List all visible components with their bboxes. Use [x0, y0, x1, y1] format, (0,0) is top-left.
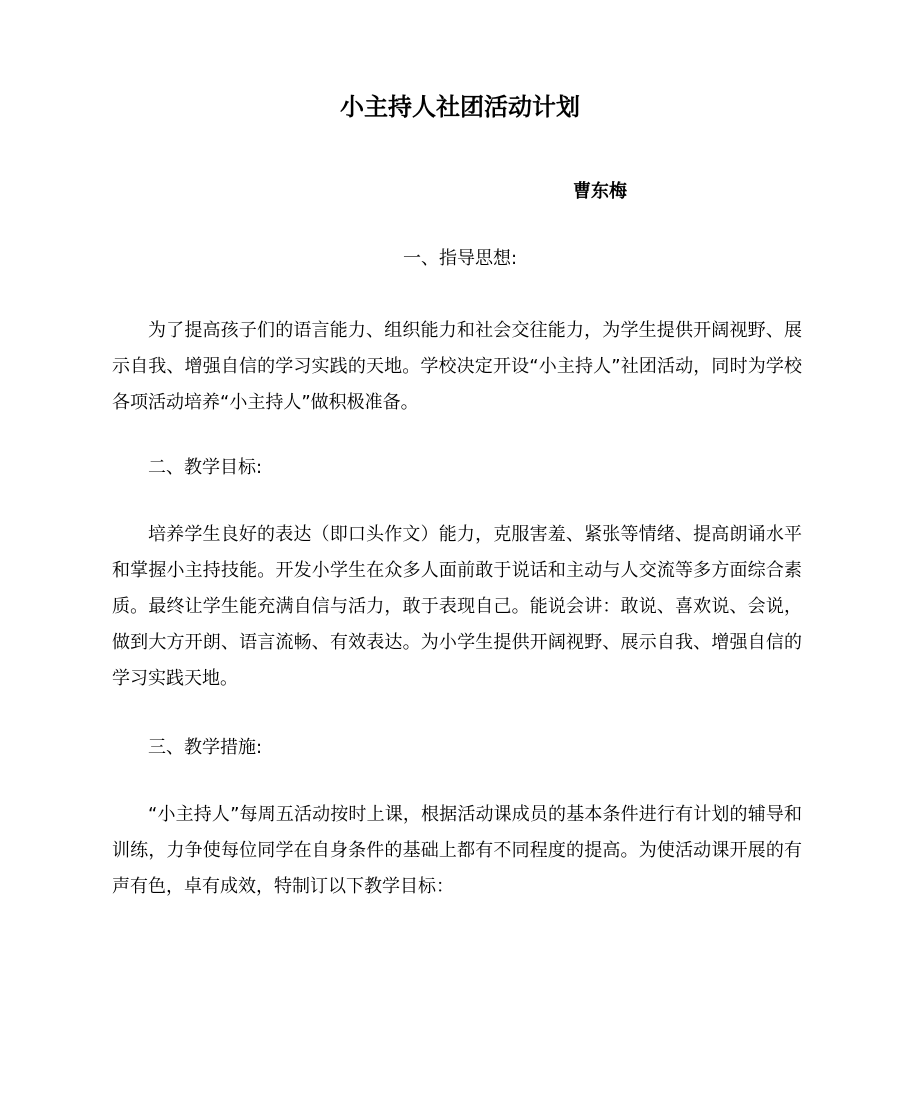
section-1-heading: 一、指导思想:: [402, 248, 518, 269]
section-3-heading: 三、教学措施:: [148, 737, 263, 758]
document-title: 小主持人社团活动计划: [340, 93, 580, 121]
section-2-heading: 二、教学目标:: [148, 457, 263, 478]
section-2-paragraph: 培养学生良好的表达（即口头作文）能力，克服害羞、紧张等情绪、提高朗诵水平和掌握小主持技能。开发小学生在众多人面前敢于说话和主动与人交流等多方面综合素质。最终让学生能充满自信与活力，敢于表现自己。能说会讲：敢说、喜欢说、会说，做到大方开朗、语言流畅、有效表达。为小学生提供开阔视野、展示自我、增强自信的学习实践天地。: [112, 524, 802, 689]
author-name: 曹东梅: [573, 181, 627, 202]
section-1-paragraph: 为了提高孩子们的语言能力、组织能力和社会交往能力，为学生提供开阔视野、展示自我、增强自信的学习实践的天地。学校决定开设“小主持人”社团活动，同时为学校各项活动培养“小主持人”做积极准备。: [112, 320, 802, 413]
section-3-paragraph: “小主持人”每周五活动按时上课，根据活动课成员的基本条件进行有计划的辅导和训练，力争使每位同学在自身条件的基础上都有不同程度的提高。为使活动课开展的有声有色，卓有成效，特制订以下教学目标：: [112, 804, 802, 897]
